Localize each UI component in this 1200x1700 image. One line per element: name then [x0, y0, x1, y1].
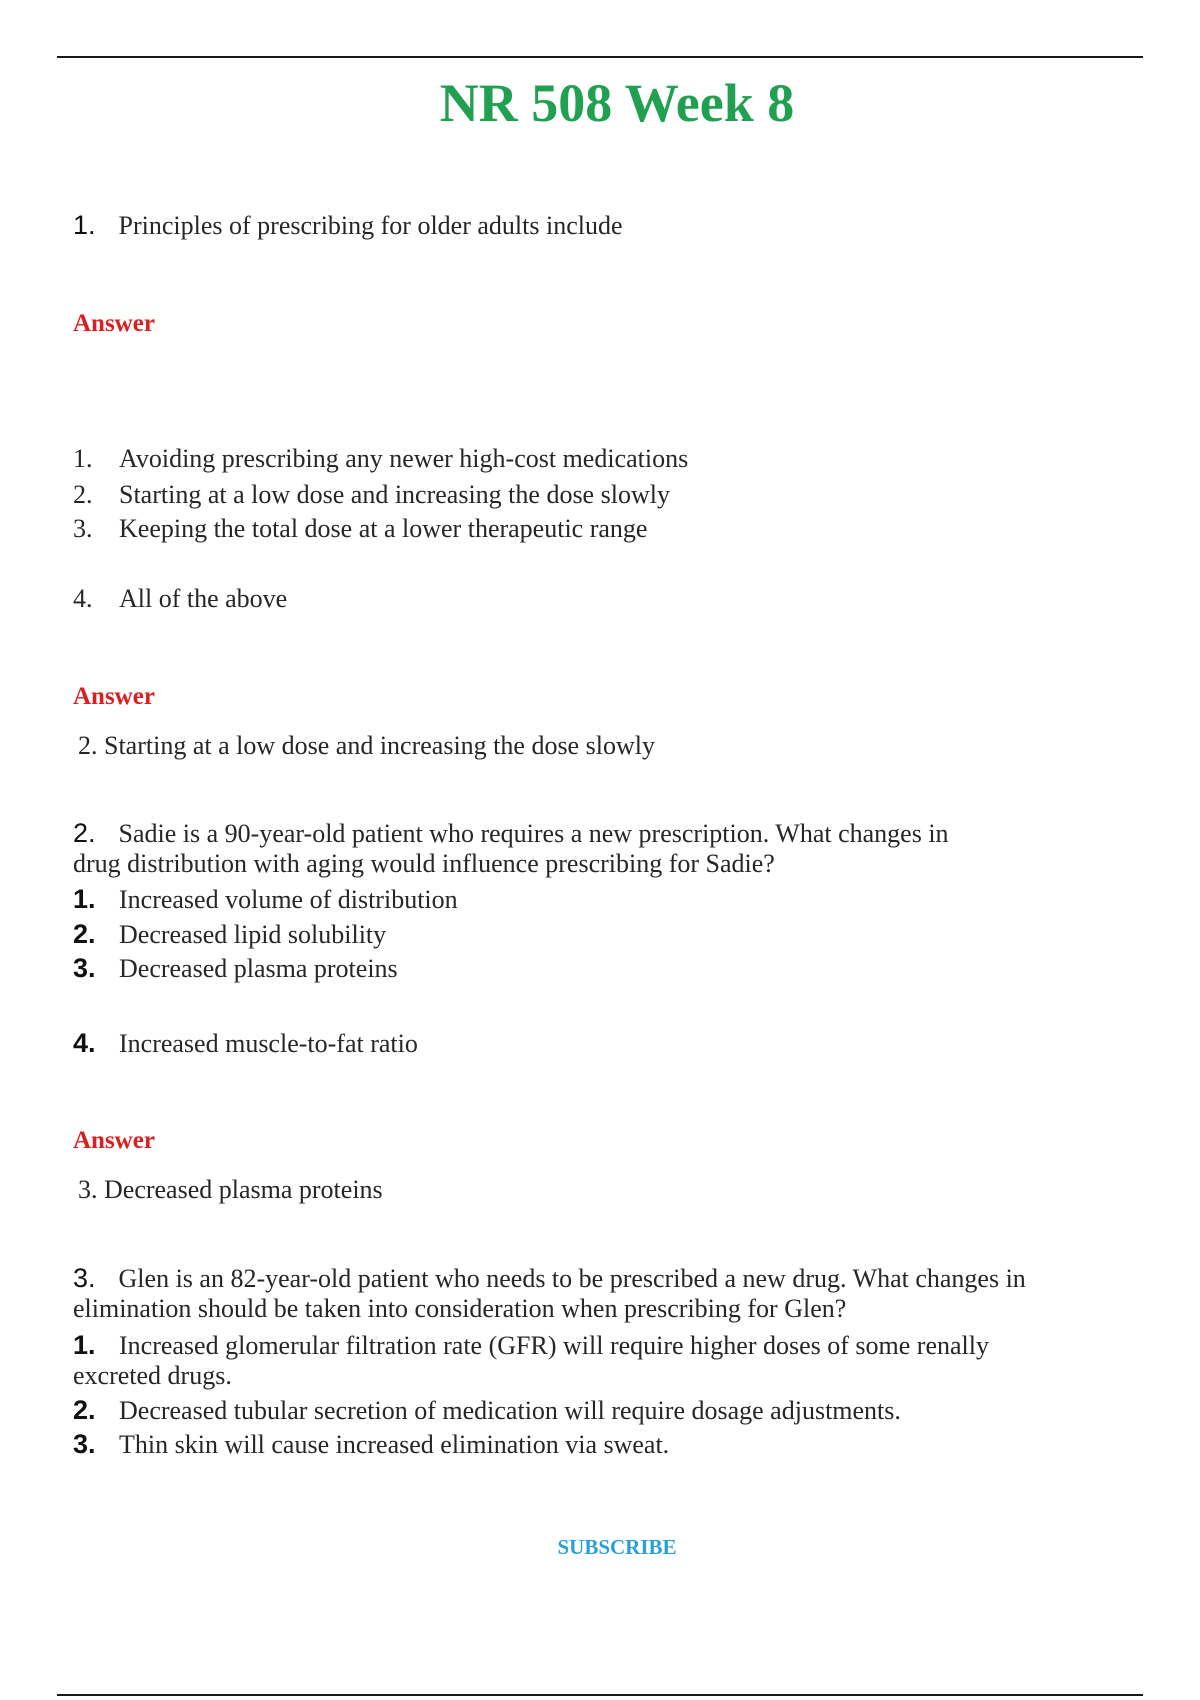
option-item	[73, 514, 647, 544]
question-text-continued: elimination should be taken into consideration when prescribing for Glen?	[73, 1294, 847, 1323]
answer-label: Answer	[73, 310, 155, 337]
option-item	[73, 953, 398, 984]
question-number: 2.	[73, 818, 96, 848]
option-number: 4.	[73, 584, 93, 613]
bottom-rule	[57, 1694, 1143, 1696]
option-item	[73, 919, 386, 950]
document-title: NR 508 Week 8	[439, 73, 795, 133]
question-text: Sadie is a 90-year-old patient who requires a new prescription. What changes in	[118, 819, 949, 848]
option-text: Increased volume of distribution	[119, 885, 458, 914]
question-number: 1.	[73, 210, 96, 240]
question-text: Glen is an 82-year-old patient who needs to be prescribed a new drug. What changes in	[118, 1264, 1026, 1293]
question-text: Principles of prescribing for older adults include	[118, 211, 623, 240]
answer-text: 3. Decreased plasma proteins	[78, 1175, 383, 1204]
option-item	[73, 1028, 418, 1059]
option-item	[73, 1330, 989, 1361]
question-3	[73, 1263, 1026, 1294]
answer-text: 2. Starting at a low dose and increasing the dose slowly	[78, 731, 655, 760]
option-text: Increased glomerular filtration rate (GFR) will require higher doses of some renally	[119, 1331, 989, 1360]
option-text: Keeping the total dose at a lower therapeutic range	[119, 514, 648, 543]
top-rule	[57, 56, 1143, 58]
option-number: 3.	[73, 514, 93, 543]
option-item	[73, 1395, 901, 1426]
option-number: 4.	[73, 1028, 96, 1058]
question-number: 3.	[73, 1263, 96, 1293]
option-text: Decreased tubular secretion of medication will require dosage adjustments.	[119, 1396, 901, 1425]
option-number: 2.	[73, 919, 96, 949]
option-item	[73, 584, 287, 614]
option-text: Increased muscle-to-fat ratio	[119, 1029, 418, 1058]
option-text: Decreased lipid solubility	[119, 920, 387, 949]
option-number: 3.	[73, 953, 96, 983]
option-item	[73, 480, 670, 510]
option-number: 1.	[73, 444, 93, 473]
option-text: Starting at a low dose and increasing the dose slowly	[119, 480, 670, 509]
option-item	[73, 884, 458, 915]
option-number: 2.	[73, 1395, 96, 1425]
option-text: Avoiding prescribing any newer high-cost medications	[119, 444, 689, 473]
question-2	[73, 818, 949, 849]
question-1	[73, 210, 623, 241]
question-text-continued: drug distribution with aging would influence prescribing for Sadie?	[73, 849, 775, 878]
answer-label: Answer	[73, 683, 155, 710]
option-number: 2.	[73, 480, 93, 509]
option-number: 1.	[73, 884, 96, 914]
option-text: Decreased plasma proteins	[119, 954, 398, 983]
option-number: 3.	[73, 1429, 96, 1459]
subscribe-link[interactable]: SUBSCRIBE	[557, 1535, 677, 1559]
option-text: Thin skin will cause increased elimination via sweat.	[119, 1430, 670, 1459]
option-number: 1.	[73, 1330, 96, 1360]
option-item	[73, 1429, 669, 1460]
option-text-continued: excreted drugs.	[73, 1361, 232, 1390]
option-item	[73, 444, 688, 474]
option-text: All of the above	[119, 584, 288, 613]
answer-label: Answer	[73, 1127, 155, 1154]
